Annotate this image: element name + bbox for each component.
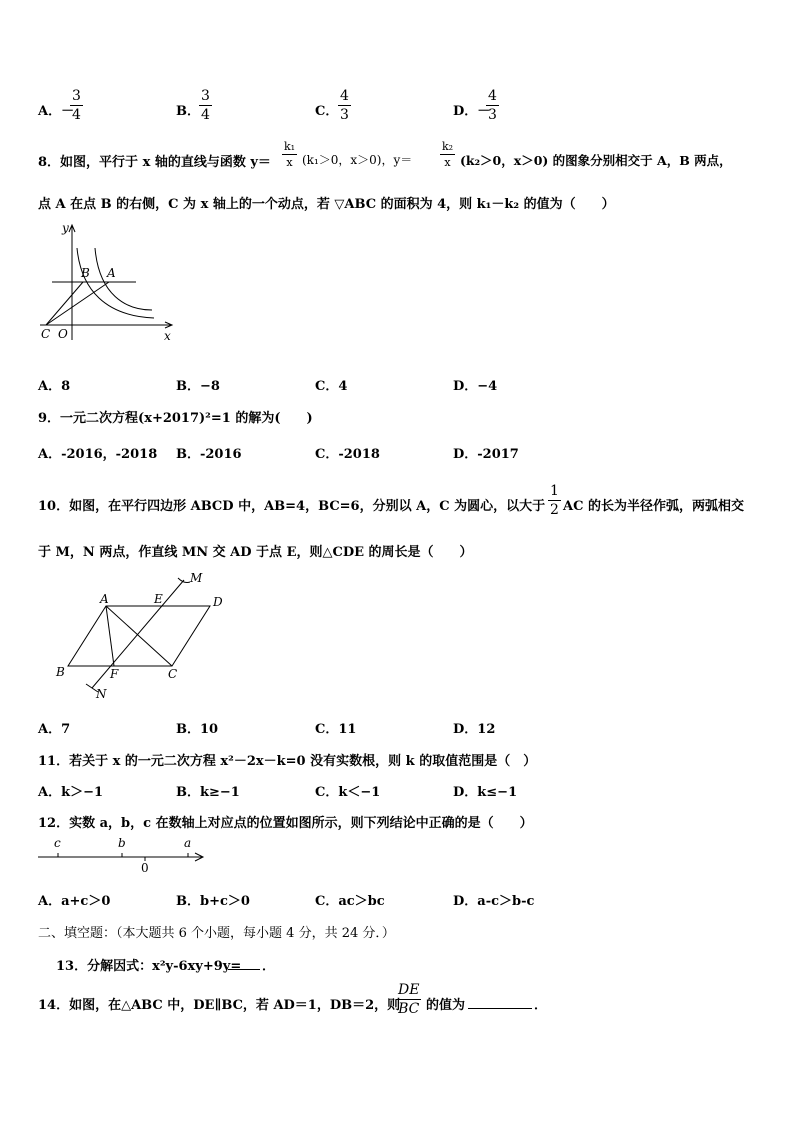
- q8-figure: [36, 220, 186, 345]
- q10-option-a: A．7: [38, 722, 71, 737]
- q10-stem-line2: 于 M，N 两点，作直线 MN 交 AD 于点 E，则△CDE 的周长是（ ）: [38, 545, 473, 560]
- q10-label-n: N: [96, 687, 107, 701]
- q10-stem-part1: 10．如图，在平行四边形 ABCD 中，AB=4，BC=6，分别以 A，C 为圆心，以大于: [38, 499, 546, 514]
- q7-option-b-fraction: $\frac{3}{4}$: [201, 88, 210, 123]
- q12-option-b: B．b+c＞0: [176, 894, 250, 909]
- q13-stem: 13．分解因式：x²y-6xy+9y=: [56, 959, 242, 974]
- q9-option-b: B．-2016: [176, 447, 242, 462]
- q10-label-m: M: [190, 571, 203, 585]
- q10-option-c: C．11: [315, 722, 357, 737]
- q8-label-y: y: [62, 221, 69, 235]
- q8-curve-k2: [77, 248, 154, 318]
- q8-fraction-k2: $\frac{\text{k₂}}{x}$: [442, 140, 454, 169]
- q8-stem-line2: 点 A 在点 B 的右侧，C 为 x 轴上的一个动点，若 ▽ABC 的面积为 4，则 k₁－k₂ 的值为（ ）: [38, 197, 615, 212]
- q8-label-x: x: [164, 329, 171, 343]
- q7-option-c-label: C．: [315, 104, 339, 119]
- q12-option-c: C．ac＞bc: [315, 894, 385, 909]
- q10-option-b: B．10: [176, 722, 219, 737]
- q13-tail: ．: [262, 959, 276, 974]
- q9-stem: 9．一元二次方程(x+2017)²=1 的解为( ): [38, 411, 313, 426]
- q8-condition-2: (k₂＞0，x＞0) 的图象分别相交于 A，B 两点，: [460, 153, 732, 168]
- q10-label-b: B: [56, 665, 65, 679]
- q8-option-c: C．4: [315, 379, 348, 394]
- q7-option-d-label: D．－: [453, 104, 491, 119]
- q10-fraction-half: $\frac{1}{2}$: [550, 483, 559, 518]
- q10-label-e: E: [154, 592, 163, 606]
- q9-option-d: D．-2017: [453, 447, 519, 462]
- q14-stem: 14．如图，在△ABC 中，DE∥BC，若 AD＝1，DB＝2，则: [38, 998, 401, 1013]
- q8-label-a: A: [107, 266, 116, 280]
- q12-label-c: c: [54, 836, 61, 850]
- q8-option-b: B．−8: [176, 379, 220, 394]
- q7-option-d-fraction: $\frac{4}{3}$: [488, 88, 497, 123]
- q11-option-a: A．k＞−1: [38, 785, 104, 800]
- q10-segment-af: [106, 606, 114, 666]
- q14-answer-blank[interactable]: [468, 994, 532, 1009]
- q10-diagonal-ac: [106, 606, 172, 666]
- q10-stem-part2: AC 的长为半径作弧，两弧相交: [563, 499, 744, 514]
- q8-condition-1: (k₁＞0，x＞0)，y＝: [302, 153, 413, 167]
- q12-label-zero: 0: [141, 861, 149, 875]
- q8-label-c: C: [41, 327, 51, 341]
- q7-option-a-label: A．－: [38, 104, 75, 119]
- q10-label-f: F: [110, 667, 119, 681]
- q8-option-a: A．8: [38, 379, 71, 394]
- q8-option-d: D．−4: [453, 379, 498, 394]
- q7-option-c-fraction: $\frac{4}{3}$: [340, 88, 349, 123]
- q10-figure: [50, 570, 240, 705]
- q12-label-b: b: [118, 836, 126, 850]
- q8-label-b: B: [81, 266, 90, 280]
- q12-stem: 12．实数 a，b，c 在数轴上对应点的位置如图所示，则下列结论中正确的是（ ）: [38, 816, 533, 831]
- q8-fraction-k1: $\frac{\text{k₁}}{x}$: [284, 140, 296, 169]
- q9-option-c: C．-2018: [315, 447, 380, 462]
- q7-option-b-label: B．: [176, 104, 200, 119]
- q14-fraction-de-bc: $\frac{DE}{BC}$: [398, 982, 420, 1017]
- q12-option-a: A．a+c＞0: [38, 894, 111, 909]
- q14-end: ．: [534, 998, 548, 1013]
- q9-option-a: A．-2016，-2018: [38, 447, 158, 462]
- q11-stem: 11．若关于 x 的一元二次方程 x²－2x－k=0 没有实数根，则 k 的取值范围是（ ）: [38, 754, 537, 769]
- q10-label-d: D: [213, 595, 223, 609]
- q12-label-a: a: [184, 836, 192, 850]
- q8-stem-part1: 8．如图，平行于 x 轴的直线与函数 y＝: [38, 155, 271, 170]
- q11-option-d: D．k≤−1: [453, 785, 518, 800]
- q8-curve-k1-inner: [95, 248, 152, 310]
- q10-option-d: D．12: [453, 722, 496, 737]
- q12-number-line: [36, 832, 211, 877]
- q12-option-d: D．a-c＞b-c: [453, 894, 535, 909]
- q7-option-a-fraction: $\frac{3}{4}$: [72, 88, 81, 123]
- section-fill-in-heading: 二、填空题：（本大题共 6 个小题，每小题 4 分，共 24 分．）: [38, 926, 395, 941]
- q10-label-a: A: [100, 592, 109, 606]
- q11-option-b: B．k≥−1: [176, 785, 240, 800]
- q11-option-c: C．k＜−1: [315, 785, 381, 800]
- q13-answer-blank[interactable]: [228, 955, 260, 970]
- q14-tail: 的值为: [426, 998, 466, 1013]
- q8-label-o: O: [58, 327, 68, 341]
- q10-label-c: C: [168, 667, 178, 681]
